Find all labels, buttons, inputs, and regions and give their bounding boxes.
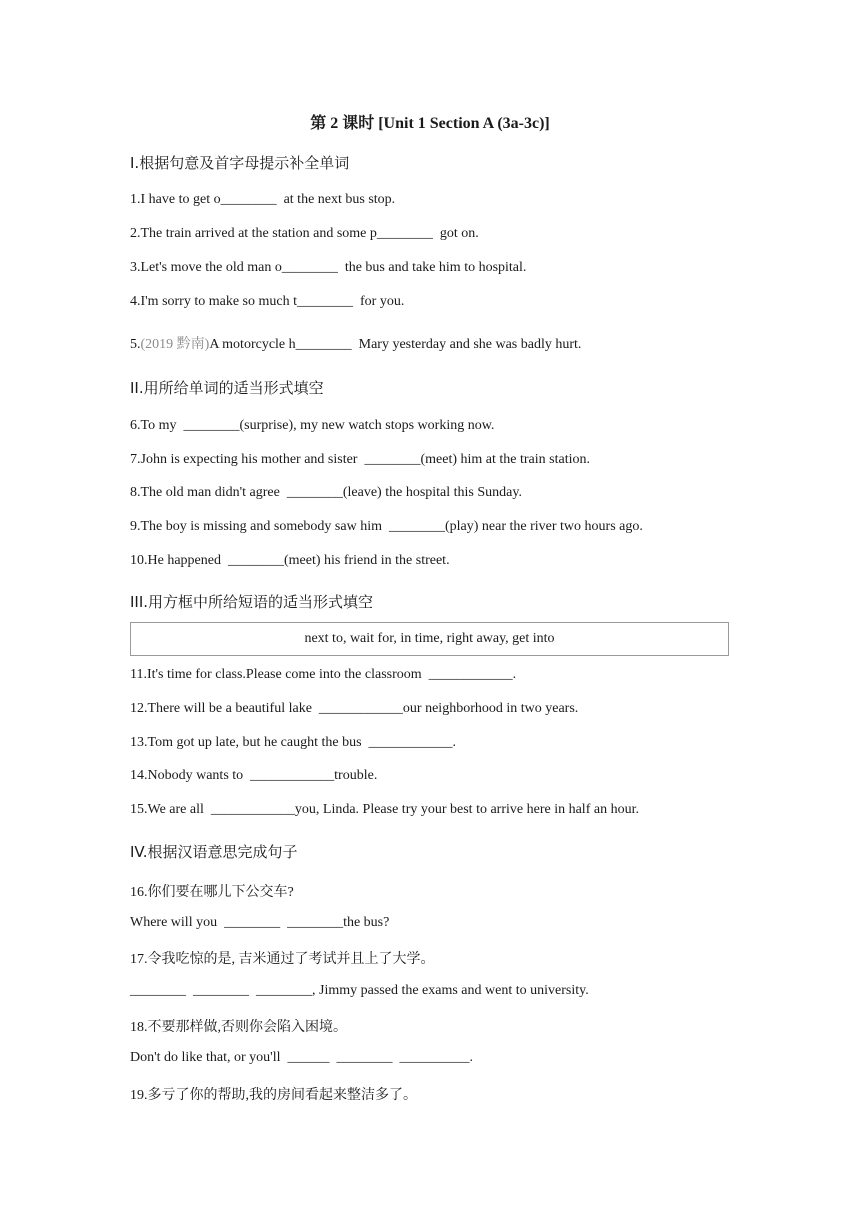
question-12: 12.There will be a beautiful lake ____________our neighborhood in two years. — [130, 701, 579, 716]
question-5-number: 5. — [130, 337, 141, 352]
section-3-heading: III.用方框中所给短语的适当形式填空 — [130, 593, 374, 611]
section-2-heading: II.用所给单词的适当形式填空 — [130, 379, 324, 397]
question-10: 10.He happened ________(meet) his friend in the street. — [130, 553, 450, 568]
phrase-box: next to, wait for, in time, right away, get into — [130, 622, 729, 656]
question-3: 3.Let's move the old man o________ the bus and take him to hospital. — [130, 260, 527, 275]
question-16-answer: Where will you ________ ________the bus? — [130, 915, 390, 930]
question-2: 2.The train arrived at the station and some p________ got on. — [130, 226, 479, 241]
question-5-text: A motorcycle h________ Mary yesterday and she was badly hurt. — [209, 337, 582, 352]
question-8: 8.The old man didn't agree ________(leave) the hospital this Sunday. — [130, 485, 522, 500]
section-1-heading: I.根据句意及首字母提示补全单词 — [130, 154, 350, 172]
question-9: 9.The boy is missing and somebody saw him ________(play) near the river two hours ago. — [130, 519, 643, 534]
question-11: 11.It's time for class.Please come into the classroom ____________. — [130, 667, 517, 682]
question-7: 7.John is expecting his mother and sister ________(meet) him at the train station. — [130, 452, 590, 467]
question-19-prompt: 19.多亏了你的帮助,我的房间看起来整洁多了。 — [130, 1088, 417, 1103]
question-5-source: (2019 黔南) — [140, 337, 210, 352]
question-18-prompt: 18.不要那样做,否则你会陷入困境。 — [130, 1020, 347, 1035]
question-17-answer: ________ ________ ________, Jimmy passed the exams and went to university. — [130, 983, 589, 998]
page-title: 第 2 课时 [Unit 1 Section A (3a-3c)] — [310, 115, 550, 132]
question-15: 15.We are all ____________you, Linda. Please try your best to arrive here in half an hour. — [130, 802, 639, 817]
question-1: 1.I have to get o________ at the next bus stop. — [130, 192, 396, 207]
question-17-prompt: 17.令我吃惊的是, 吉米通过了考试并且上了大学。 — [130, 952, 435, 967]
section-4-heading: IV.根据汉语意思完成句子 — [130, 843, 298, 861]
question-4: 4.I'm sorry to make so much t________ for you. — [130, 294, 405, 309]
question-13: 13.Tom got up late, but he caught the bus ____________. — [130, 735, 457, 750]
question-18-answer: Don't do like that, or you'll ______ ________ __________. — [130, 1050, 473, 1065]
question-14: 14.Nobody wants to ____________trouble. — [130, 768, 378, 783]
question-16-prompt: 16.你们要在哪儿下公交车? — [130, 885, 294, 900]
question-6: 6.To my ________(surprise), my new watch stops working now. — [130, 418, 495, 433]
question-5 — [130, 333, 581, 353]
